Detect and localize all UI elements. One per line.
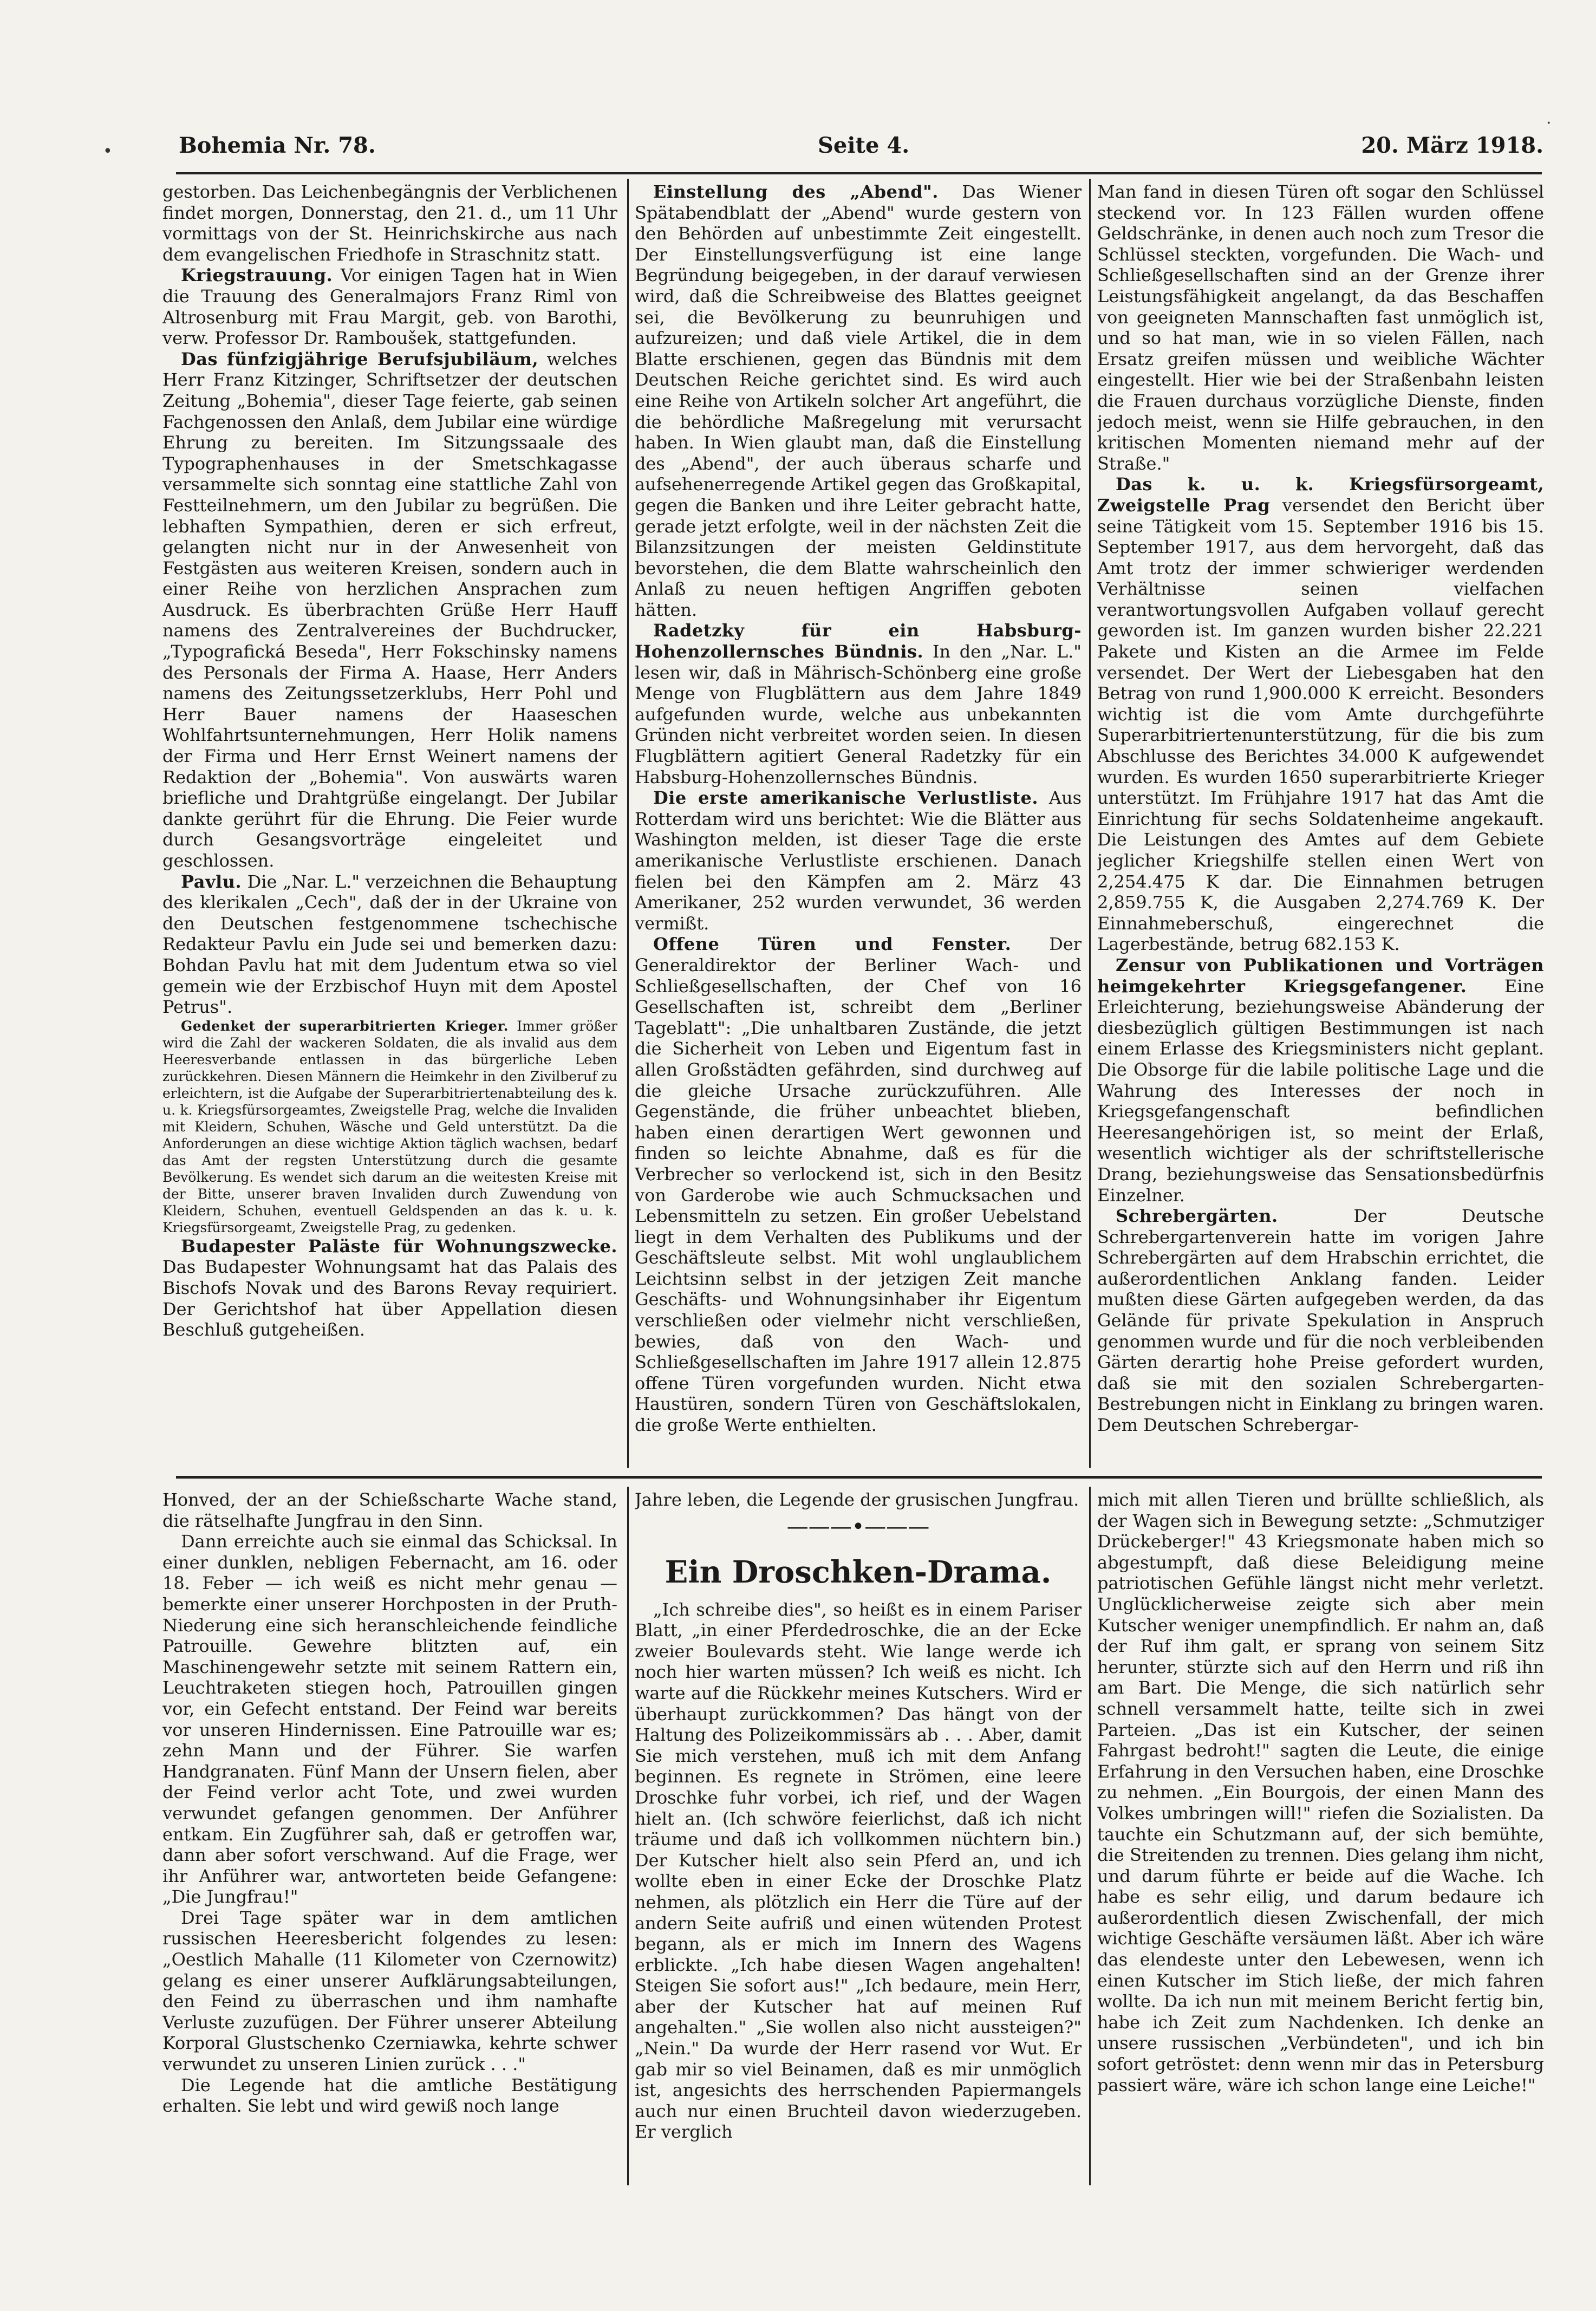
article-heading: Kriegstrauung. bbox=[181, 265, 333, 286]
upper-column-3 bbox=[1097, 181, 1544, 1473]
section-rule bbox=[176, 1476, 1542, 1479]
article-paragraph bbox=[162, 1018, 617, 1236]
article-text: Aus Rotterdam wird uns berichtet: Wie die Blätter aus Washington melden, ist dieser Tage die erste amerikanische Verlustliste erschienen. Danach fielen bei den Kämpfen am 2. März 43 Amerikaner, 252 wurden verwundet, 36 werden vermißt. bbox=[635, 787, 1082, 934]
article-paragraph bbox=[635, 620, 1082, 787]
article-text: Der Generaldirektor der Berliner Wach- und Schließgesellschaften, der Chef von 16 Gesellschaften ist, schreibt dem „Berliner Tageblatt": „Die unhaltbaren Zustände, die jetzt die Sicherheit von Leben und Eigentum fast in allen Großstädten gefährden, sind durchweg auf die gleiche Ursache zurückzuführen. Alle Gegenstände, die früher unbeachtet blieben, haben einen derartigen Wert gewonnen und finden so leichte Abnahme, daß es für die Verbrecher so verlockend ist, sich in den Besitz von Garderobe wie auch Schmucksachen und Lebensmitteln zu setzen. Ein großer Uebelstand liegt in dem Verhalten des Publikums und der Geschäftsleute selbst. Mit wohl unglaublichem Leichtsinn selbst in der jetzigen Zeit manche Geschäfts- und Wohnungsinhaber ihr Eigentum verschließen oder vielmehr nicht verschließen, bewies, daß von den Wach- und Schließgesellschaften im Jahre 1917 allein 12.875 offene Türen vorgefunden wurden. Nicht etwa Haustüren, sondern Türen von Geschäftslokalen, die große Werte enthielten. bbox=[635, 934, 1082, 1436]
header-page-number: Seite 4. bbox=[818, 133, 910, 158]
article-text: Drei Tage später war in dem amtlichen russischen Heeresbericht folgendes zu lesen: „Oestlich Mahalle (11 Kilometer von Czernowitz) gelang es einer unserer Aufklärungsabteilungen, den Feind zu überraschen und ihm namhafte Verluste zuzufügen. Der Führer unserer Abteilung Korporal Glustschenko Czerniawka, kehrte schwer verwundet zu unseren Linien zurück . . ." bbox=[162, 1907, 617, 2075]
article-text: „Ich schreibe dies", so heißt es in einem Pariser Blatt, „in einer Pferdedroschke, die an der Ecke zweier Boulevards steht. Wie lange werde ich noch hier warten müssen? Ich weiß es nicht. Ich warte auf die Rückkehr meines Kutschers. Wird er überhaupt zurückkommen? Das hängt von der Haltung des Polizeikommissärs ab . . . Aber, damit Sie mich verstehen, muß ich mit dem Anfang beginnen. Es regnete in Strömen, eine leere Droschke fuhr vorbei, ich rief, und der Wagen hielt an. (Ich schwöre feierlichst, daß ich nicht träume und daß ich vollkommen nüchtern bin.) Der Kutscher hielt also sein Pferd an, und ich wollte eben in einer Ecke der Droschke Platz nehmen, als plötzlich ein Herr die Türe auf der andern Seite aufriß und einen wütenden Protest begann, als er mich im Innern des Wagens erblickte. „Ich habe diesen Wagen angehalten! Steigen Sie sofort aus!" „Ich bedaure, mein Herr, aber der Kutscher hat auf meinen Ruf angehalten." „Sie wollen also nicht aussteigen?" „Nein." Da wurde der Herr rasend vor Wut. Er gab mir so viel Beinamen, daß es mir unmöglich ist, angesichts des herrschenden Papiermangels auch nur einen Bruchteil davon wiederzugeben. Er verglich bbox=[635, 1599, 1082, 2143]
article-text: Der Deutsche Schrebergartenverein hatte im vorigen Jahre Schrebergärten auf dem Hrabschin errichtet, die außerordentlichen Anklang fanden. Leider mußten diese Gärten aufgegeben werden, da das Gelände für private Spekulation in Anspruch genommen wurde und für die noch verbleibenden Gärten derartig hohe Preise gefordert wurden, daß sie mit den sozialen Schrebergarten-Bestrebungen nicht in Einklang zu bringen waren. Dem Deutschen Schrebergar- bbox=[1097, 1206, 1544, 1436]
article-paragraph bbox=[1097, 181, 1544, 474]
article-paragraph bbox=[162, 1489, 617, 1531]
article-heading: Gedenket der superarbitrierten Krieger. bbox=[181, 1018, 509, 1034]
article-heading: Zensur von Publikationen und Vorträgen heimgekehrter Kriegsgefangener. bbox=[1097, 954, 1544, 997]
article-heading: Das fünfzigjährige Berufsjubiläum, bbox=[181, 348, 539, 369]
article-text: In den „Nar. L." lesen wir, daß in Mährisch-Schönberg eine große Menge von Flugblättern aus dem Jahre 1849 aufgefunden wurde, welche aus unbekannten Gründen nicht verbreitet worden seien. In diesen Flugblättern agitiert General Radetzky für ein Habsburg-Hohenzollernsches Bündnis. bbox=[635, 641, 1082, 787]
article-paragraph bbox=[1097, 474, 1544, 955]
article-paragraph bbox=[1097, 955, 1544, 1206]
article-heading: Schrebergärten. bbox=[1116, 1206, 1278, 1227]
article-text: gestorben. Das Leichenbegängnis der Verblichenen findet morgen, Donnerstag, den 21. d., um 11 Uhr vormittags von der St. Heinrichskirche aus nach dem evangelischen Friedhofe in Straschnitz statt. bbox=[162, 181, 617, 265]
column-rule bbox=[1089, 1487, 1091, 2185]
article-heading: Radetzky für ein Habsburg-Hohenzollernsches Bündnis. bbox=[635, 620, 1082, 662]
article-text: Die „Nar. L." verzeichnen die Behauptung des klerikalen „Cech", daß der in der Ukraine von den Deutschen festgenommene tschechische Redakteur Pavlu ein Jude sei und bemerken dazu: Bohdan Pavlu hat mit dem Judentum etwa so viel gemein wie der Erzbischof Huyn mit dem Apostel Petrus". bbox=[162, 871, 617, 1018]
article-paragraph bbox=[162, 1236, 617, 1340]
article-text: Eine Erleichterung, beziehungsweise Abänderung der diesbezüglich gültigen Bestimmungen ist nach einem Erlasse des Kriegsministers nicht geplant. Die Obsorge für die labile politische Lage und die Wahrung des Interesses der noch in Kriegsgefangenschaft befindlichen Heeresangehörigen ist, so meint der Erlaß, wesentlich wichtiger als der schriftstellerische Drang, beziehungsweise das Sensationsbedürfnis Einzelner. bbox=[1097, 975, 1544, 1206]
column-rule bbox=[627, 179, 629, 1468]
article-paragraph bbox=[162, 871, 617, 1018]
margin-mark: · bbox=[1546, 114, 1552, 133]
article-paragraph bbox=[635, 787, 1082, 934]
header-issue: Bohemia Nr. 78. bbox=[179, 133, 376, 158]
lower-column-2 bbox=[635, 1489, 1082, 2193]
article-paragraph bbox=[635, 1489, 1082, 1511]
section-divider: ———•——— bbox=[786, 1514, 930, 1539]
page-header bbox=[179, 133, 1543, 165]
upper-column-2 bbox=[635, 181, 1082, 1473]
article-text: mich mit allen Tieren und brüllte schließlich, als der Wagen sich in Bewegung setzte: „Schmutziger Drückeberger!" 43 Kriegsmonate haben mich so abgestumpft, daß diese Beleidigung meine patriotischen Gefühle längst nicht mehr verletzt. Unglücklicherweise zeigte sich aber mein Kutscher weniger unempfindlich. Er nahm an, daß der Ruf ihm galt, er sprang von seinem Sitz herunter, stürzte sich auf den Herrn und riß ihn am Bart. Die Menge, die sich natürlich sehr schnell versammelt hatte, teilte sich in zwei Parteien. „Das ist ein Kutscher, der seinen Fahrgast bedroht!" sagten die Leute, die einige Erfahrung in den Versuchen haben, eine Droschke zu nehmen. „Ein Bourgois, der einen Mann des Volkes umbringen will!" riefen die Sozialisten. Da tauchte ein Schutzmann auf, der sich bemühte, die Streitenden zu trennen. Dies gelang ihm nicht, und darum führte er beide auf die Wache. Ich habe es sehr eilig, und darum bedaure ich außerordentlich diesen Zwischenfall, der mich wichtige Geschäfte versäumen läßt. Aber ich wäre das elendeste unter den Lebewesen, wenn ich einen Kutscher im Stich ließe, der mich fahren wollte. Da ich nun mit meinem Bericht fertig bin, habe ich Zeit zum Nachdenken. Ich denke an unsere russischen „Verbündeten", und ich bin sofort getröstet: denn wenn mir das in Petersburg passiert wäre, wäre ich schon lange eine Leiche!" bbox=[1097, 1489, 1544, 2095]
article-text: Das Budapester Wohnungsamt hat das Palais des Bischofs Novak und des Barons Revay requiriert. Der Gerichtshof hat über Appellation diesen Beschluß gutgeheißen. bbox=[162, 1257, 617, 1340]
article-paragraph bbox=[1097, 1489, 1544, 2095]
column-rule bbox=[1089, 179, 1091, 1468]
article-paragraph bbox=[162, 1908, 617, 2075]
article-text: Jahre leben, die Legende der grusischen Jungfrau. bbox=[635, 1489, 1079, 1510]
article-paragraph bbox=[162, 1531, 617, 1908]
article-text: Das Wiener Spätabendblatt der „Abend" wurde gestern von den Behörden auf unbestimmte Zeit eingestellt. Der Einstellungsverfügung ist eine lange Begründung beigegeben, in der darauf verwiesen wird, daß die Schreibweise des Blattes geeignet sei, die Bevölkerung zu beunruhigen und aufzureizen; und daß viele Artikel, die in dem Blatte erschienen, gegen das Bündnis mit dem Deutschen Reiche gerichtet sind. Es wird auch eine Reihe von Artikeln solcher Art angeführt, die die behördliche Maßregelung mit verursacht haben. In Wien glaubt man, daß die Einstellung des „Abend", der auch überaus scharfe und aufsehenerregende Artikel gegen das Großkapital, gegen die Banken und ihre Leiter gebracht hatte, gerade jetzt erfolgte, weil in der nächsten Zeit die Bilanzsitzungen der meisten Geldinstitute bevorstehen, die dem Blatte wahrscheinlich den Anlaß zu neuen heftigen Angriffen geboten hätten. bbox=[635, 181, 1082, 620]
article-paragraph bbox=[162, 265, 617, 348]
article-paragraph bbox=[162, 2075, 617, 2117]
article-paragraph bbox=[635, 181, 1082, 620]
article-heading: Offene Türen und Fenster. bbox=[653, 934, 1012, 955]
article-text: Vor einigen Tagen hat in Wien die Trauung des Generalmajors Franz Riml von Altrosenburg mit Frau Margit, geb. von Barothi, verw. Professor Dr. Ramboušek, stattgefunden. bbox=[162, 265, 617, 349]
article-text: Die Legende hat die amtliche Bestätigung erhalten. Sie lebt und wird gewiß noch lange bbox=[162, 2074, 617, 2117]
article-text: Immer größer wird die Zahl der wackeren Soldaten, die als invalid aus dem Heeresverbande entlassen in das bürgerliche Leben zurückkehren. Diesen Männern die Heimkehr in den Zivilberuf zu erleichtern, ist die Aufgabe der Superarbitriertenabteilung des k. u. k. Kriegsfürsorgeamtes, Zweigstelle Prag, welche die Invaliden mit Kleidern, Schuhen, Wäsche und Geld unterstützt. Da die Anforderungen an diese wichtige Aktion täglich wachsen, bedarf das Amt der regsten Unterstützung durch die gesamte Bevölkerung. Es wendet sich darum an die weitesten Kreise mit der Bitte, unserer braven Invaliden durch Zuwendung von Kleidern, Schuhen, eventuell Geldspenden an das k. u. k. Kriegsfürsorgeamt, Zweigstelle Prag, zu gedenken. bbox=[162, 1018, 617, 1235]
lower-column-3 bbox=[1097, 1489, 1544, 2193]
upper-column-1 bbox=[162, 181, 617, 1473]
article-paragraph bbox=[635, 1599, 1082, 2143]
article-paragraph bbox=[1097, 1206, 1544, 1436]
article-heading: Budapester Paläste für Wohnungszwecke. bbox=[181, 1235, 617, 1257]
article-paragraph bbox=[635, 934, 1082, 1435]
article-heading: Pavlu. bbox=[181, 871, 242, 892]
column-rule bbox=[627, 1487, 629, 2185]
lower-column-1 bbox=[162, 1489, 617, 2193]
article-text: versendet den Bericht über seine Tätigkeit vom 15. September 1916 bis 15. September 1917, aus dem hervorgeht, daß das Amt trotz der immer schwieriger werdenden Verhältnisse seinen vielfachen verantwortungsvollen Aufgaben vollauf gerecht geworden ist. Im ganzen wurden bisher 22.221 Pakete und Kisten an die Armee im Felde versendet. Der Wert der Liebesgaben hat den Betrag von rund 1,900.000 K erreicht. Besonders wichtig ist die vom Amte durchgeführte Superarbitriertenunterstützung, für die bis zum Abschlusse des Berichtes 34.000 K aufgewendet wurden. Es wurden 1650 superarbitrierte Krieger unterstützt. Im Frühjahre 1917 hat das Amt die Einrichtung für sechs Soldatenheime angekauft. Die Leistungen des Amtes auf dem Gebiete jeglicher Kriegshilfe stellen einen Wert von 2,254.475 K dar. Die Einnahmen betrugen 2,859.755 K, die Ausgaben 2,274.769 K. Der Einnahmeberschuß, eingerechnet die Lagerbestände, betrug 682.153 K. bbox=[1097, 494, 1544, 955]
article-heading: Das k. u. k. Kriegsfürsorgeamt, Zweigstelle Prag bbox=[1097, 474, 1544, 516]
article-paragraph bbox=[162, 349, 617, 871]
article-text: Honved, der an der Schießscharte Wache stand, die rätselhafte Jungfrau in den Sinn. bbox=[162, 1489, 617, 1531]
article-text: welches Herr Franz Kitzinger, Schriftsetzer der deutschen Zeitung „Bohemia", dieser Tage feierte, gab seinen Fachgenossen den Anlaß, dem Jubilar eine würdige Ehrung zu bereiten. Im Sitzungssaale des Typographenhauses in der Smetschkagasse versammelte sich sonntag eine stattliche Zahl von Festteilnehmern, um den Jubilar zu begrüßen. Die lebhaften Sympathien, deren er sich erfreut, gelangten nicht nur in der Anwesenheit von Festgästen aus weiteren Kreisen, sondern auch in einer Reihe von herzlichen Ansprachen zum Ausdruck. Es überbrachten Grüße Herr Hauff namens des Zentralvereines der Buchdrucker, „Typografická Beseda", Herr Fokschinsky namens des Personals der Firma A. Haase, Herr Anders namens des Zeitungssetzerklubs, Herr Pohl und Herr Bauer namens der Haaseschen Wohlfahrtsunternehmungen, Herr Holik namens der Firma und Herr Ernst Weinert namens der Redaktion der „Bohemia". Von auswärts waren briefliche und Drahtgrüße eingelangt. Der Jubilar dankte gerührt für die Ehrung. Die Feier wurde durch Gesangsvorträge eingeleitet und geschlossen. bbox=[162, 348, 617, 871]
article-title: Ein Droschken-Drama. bbox=[665, 1554, 1052, 1590]
article-paragraph bbox=[162, 181, 617, 265]
article-heading: Die erste amerikanische Verlustliste. bbox=[653, 787, 1038, 809]
header-rule bbox=[176, 172, 1542, 174]
article-text: Man fand in diesen Türen oft sogar den Schlüssel steckend vor. In 123 Fällen wurden offene Geldschränke, in denen auch noch zum Tresor die Schlüssel steckten, vorgefunden. Die Wach- und Schließgesellschaften sind an der Grenze ihrer Leistungsfähigkeit angelangt, da das Beschaffen von geeigneten Mannschaften fast unmöglich ist, und so hat man, wie in so vielen Fällen, nach Ersatz greifen müssen und weibliche Wächter eingestellt. Hier wie bei der Straßenbahn leisten die Frauen durchaus vorzügliche Dienste, finden jedoch meist, wenn sie Hilfe gebrauchen, in den kritischen Momenten niemand mehr auf der Straße." bbox=[1097, 181, 1544, 474]
header-date: 20. März 1918. bbox=[1361, 133, 1543, 158]
article-heading: Einstellung des „Abend". bbox=[653, 181, 939, 202]
margin-mark: • bbox=[103, 142, 113, 161]
article-text: Dann erreichte auch sie einmal das Schicksal. In einer dunklen, nebligen Febernacht, am 16. oder 18. Feber — ich weiß es nicht mehr genau — bemerkte einer unserer Horchposten in der Pruth-Niederung eine sich heranschleichende feindliche Patrouille. Gewehre blitzten auf, ein Maschinengewehr setzte mit seinem Rattern ein, Leuchtraketen stiegen hoch, Patrouillen gingen vor, ein Gefecht entstand. Der Feind war bereits vor unseren Hindernissen. Eine Patrouille war es; zehn Mann und der Führer. Sie warfen Handgranaten. Fünf Mann der Unsern fielen, aber der Feind verlor acht Tote, und zwei wurden verwundet gefangen genommen. Der Anführer entkam. Ein Zugführer sah, daß er getroffen war, dann aber sofort verschwand. Auf die Frage, wer ihr Anführer war, antworteten beide Gefangene: „Die Jungfrau!" bbox=[162, 1531, 617, 1908]
